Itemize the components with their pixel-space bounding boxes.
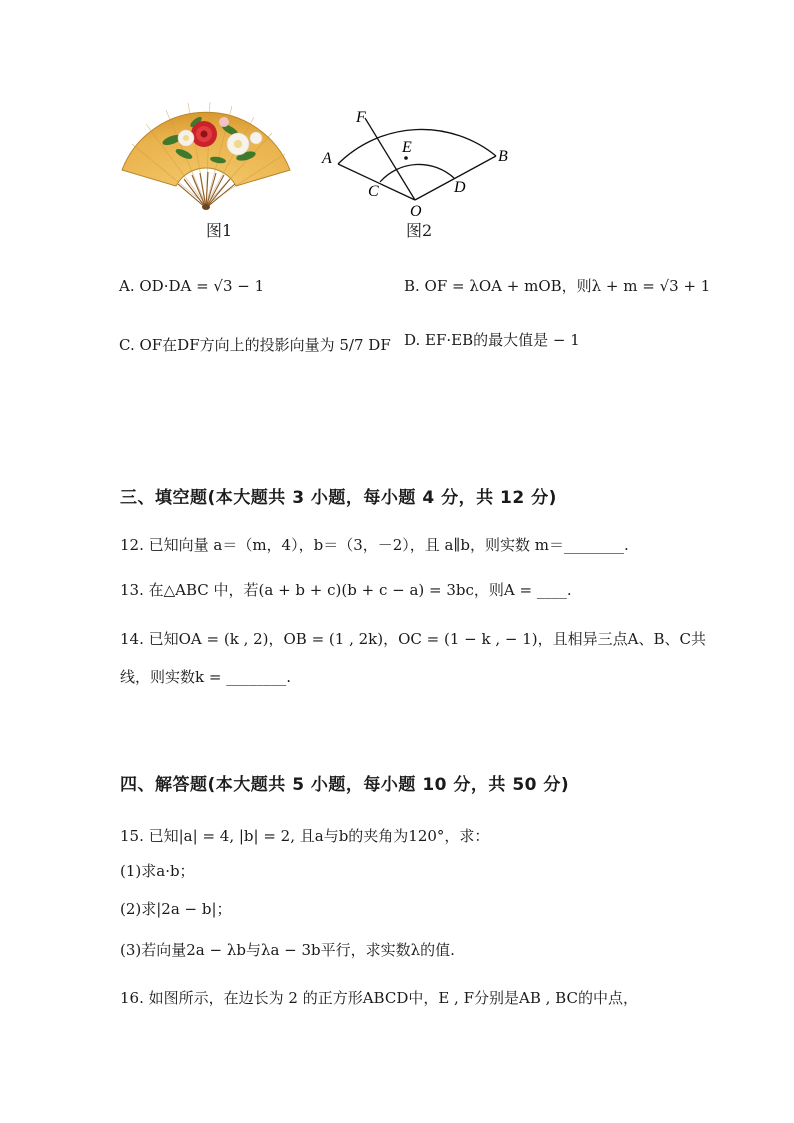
label-A: A (322, 150, 332, 167)
label-C: C (368, 183, 379, 200)
option-c: C. OF在DF方向上的投影向量为 5/7 DF (119, 336, 391, 354)
question-15-intro: 15. 已知|a| = 4, |b| = 2, 且a与b的夹角为120°，求： (120, 827, 490, 845)
fan-illustration (118, 100, 294, 220)
question-12: 12. 已知向量 a＝（m，4），b＝（3，－2），且 a∥b，则实数 m＝________. (120, 536, 629, 554)
label-D: D (454, 179, 466, 196)
option-d: D. EF·EB的最大值是 − 1 (404, 331, 580, 349)
question-14-line-2: 线，则实数k = ________. (120, 668, 291, 686)
label-E: E (402, 139, 412, 156)
question-14-line-1: 14. 已知OA = (k , 2)，OB = (1 , 2k)，OC = (1 − k , − 1)，且相异三点A、B、C共 (120, 630, 706, 648)
label-F: F (356, 109, 366, 126)
section-4-heading: 四、解答题(本大题共 5 小题，每小题 10 分，共 50 分) (120, 775, 570, 795)
fan-diagram (318, 106, 518, 216)
option-a: A. OD·DA = √3 − 1 (119, 277, 265, 295)
option-b: B. OF = λOA + mOB，则λ + m = √3 + 1 (404, 277, 711, 295)
question-15-part-2: (2)求|2a − b|； (120, 900, 232, 918)
question-16-intro: 16. 如图所示，在边长为 2 的正方形ABCD中，E , F分别是AB , BC的中点， (120, 989, 638, 1007)
question-15-part-3: (3)若向量2a − λb与λa − 3b平行，求实数λ的值. (120, 941, 455, 959)
section-3-heading: 三、填空题(本大题共 3 小题，每小题 4 分，共 12 分) (120, 488, 557, 508)
figure-2-caption: 图2 (406, 221, 433, 240)
label-B: B (498, 148, 508, 165)
question-13: 13. 在△ABC 中，若(a + b + c)(b + c − a) = 3bc，则A = ____. (120, 581, 572, 599)
figure-1-caption: 图1 (206, 221, 233, 240)
label-O: O (410, 203, 422, 216)
question-15-part-1: (1)求a·b； (120, 862, 195, 880)
